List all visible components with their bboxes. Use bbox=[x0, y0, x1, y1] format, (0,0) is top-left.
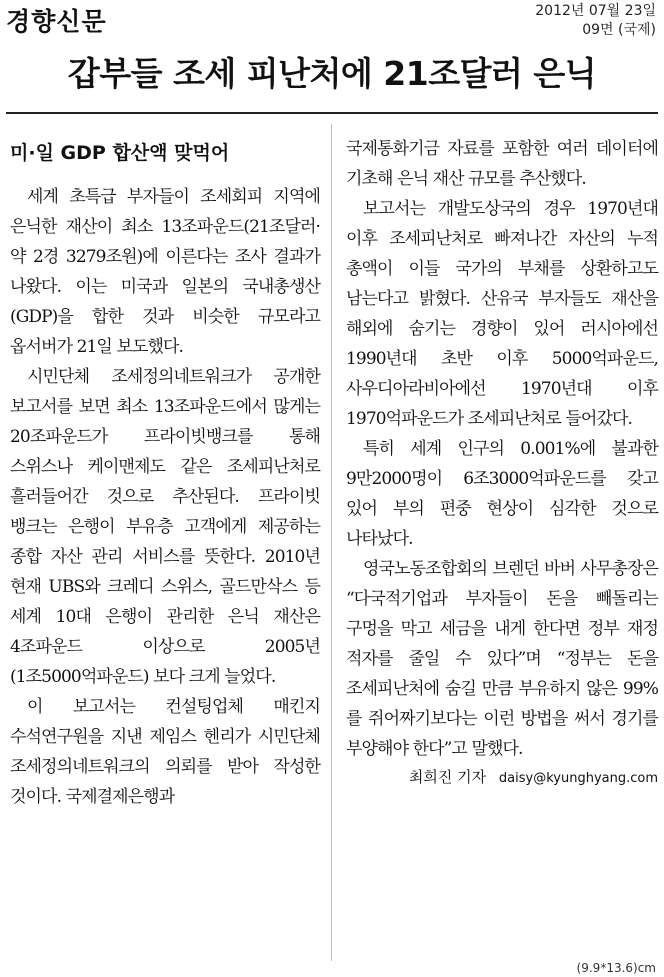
article-paragraph: 시민단체 조세정의네트워크가 공개한 보고서를 보면 최소 13조파운드에서 많게는 20조파운드가 프라이빗뱅크를 통해 스위스나 케이맨제도 같은 조세피난처로 흘러들어간 것으로 추산된다. 프라이빗 뱅크는 은행이 부유층 고객에게 제공하는 종합 자산 관리 서비스를 뜻한다. 2010년 현재 UBS와 크레디 스위스, 골드만삭스 등 세계 10대 은행이 관리한 은닉 재산은 4조파운드 이상으로 2005년(1조5000억파운드) 보다 크게 늘었다. bbox=[10, 367, 320, 687]
reporter-email[interactable]: daisy@kyunghyang.com bbox=[498, 771, 658, 786]
article-paragraph-continued: 국제통화기금 자료를 포함한 여러 데이터에 기초해 은닉 재산 규모를 추산했다. bbox=[346, 139, 658, 189]
clip-size: (9.9*13.6)cm bbox=[576, 961, 656, 975]
issue-date: 2012년 07월 23일 bbox=[535, 3, 656, 19]
dateline bbox=[535, 2, 656, 40]
article-paragraph: 특히 세계 인구의 0.001%에 불과한 9만2000명이 6조3000억파운드를 갖고 있어 부의 편중 현상이 심각한 것으로 나타났다. bbox=[346, 439, 658, 549]
article-paragraph: 보고서는 개발도상국의 경우 1970년대 이후 조세피난처로 빠져나간 자산의 누적 총액이 이들 국가의 부채를 상환하고도 남는다고 밝혔다. 산유국 부자들도 재산을 해외에 숨기는 경향이 있어 러시아에선 1990년대 초반 이후 5000억파운드, 사우디아라비아에선 1970년대 이후 1970억파운드가 조세피난처로 들어갔다. bbox=[346, 199, 658, 429]
left-column bbox=[10, 134, 320, 812]
article-paragraph: 세계 초특급 부자들이 조세회피 지역에 은닉한 재산이 최소 13조파운드(21조달러·약 2경 3279조원)에 이른다는 조사 결과가 나왔다. 이는 미국과 일본의 국내총생산(GDP)을 합한 것과 비슷한 규모라고 옵서버가 21일 보도했다. bbox=[10, 187, 320, 357]
reporter-name: 최희진 기자 bbox=[408, 768, 487, 786]
column-divider bbox=[331, 124, 332, 961]
subheadline: 미·일 GDP 합산액 맞먹어 bbox=[10, 142, 230, 164]
article-paragraph: 영국노동조합회의 브렌던 바버 사무총장은 “다국적기업과 부자들이 돈을 빼돌리는 구멍을 막고 세금을 내게 한다면 정부 재정 적자를 줄일 수 있다”며 “정부는 돈을 조세피난처에 숨길 만큼 부유하지 않은 99%를 쥐어짜기보다는 이런 방법을 써서 경기를 부양해야 한다”고 말했다. bbox=[346, 559, 658, 759]
byline bbox=[346, 766, 658, 790]
headline-rule bbox=[6, 112, 658, 114]
headline: 갑부들 조세 피난처에 21조달러 은닉 bbox=[67, 54, 597, 93]
article-paragraph: 이 보고서는 컨설팅업체 매킨지 수석연구원을 지낸 제임스 헨리가 시민단체 조세정의네트워크의 의뢰를 받아 작성한 것이다. 국제결제은행과 bbox=[10, 697, 320, 807]
page-section: 09면 (국제) bbox=[582, 22, 656, 38]
right-column bbox=[346, 134, 658, 790]
masthead: 경향신문 bbox=[6, 7, 107, 36]
